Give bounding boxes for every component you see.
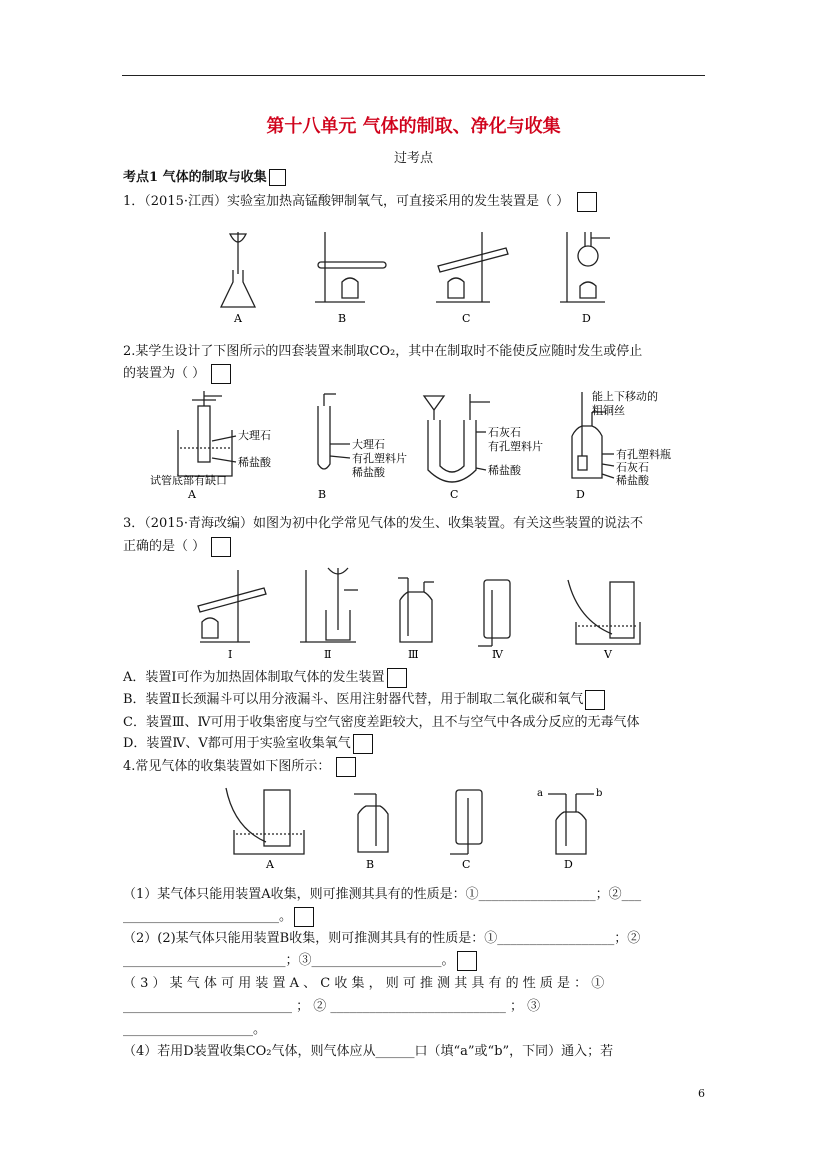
q2-label-b: B bbox=[318, 488, 327, 501]
a3: 试管底部有缺口 bbox=[150, 474, 227, 487]
port-b: b bbox=[596, 788, 603, 799]
answer-box[interactable] bbox=[457, 951, 477, 971]
q2-label-c: C bbox=[450, 488, 459, 501]
b3: 稀盐酸 bbox=[352, 466, 385, 479]
q1-stem: 1．（2015·江西）实验室加热高锰酸钾制氧气，可直接采用的发生装置是（ ） bbox=[123, 190, 597, 212]
page-title: 第十八单元 气体的制取、净化与收集 bbox=[266, 116, 561, 137]
d5: 稀盐酸 bbox=[616, 474, 649, 487]
q1-label-c: C bbox=[462, 312, 471, 325]
q2-label-d: D bbox=[576, 488, 585, 501]
page-subtitle: 过考点 bbox=[393, 151, 433, 166]
section-heading: 考点1 气体的制取与收集 bbox=[123, 166, 286, 186]
q2-figure bbox=[140, 386, 700, 504]
q4-p1-line1: （1）某气体只能用装置A收集，则可推测其具有的性质是：①__________________；②___ bbox=[123, 887, 642, 902]
q1-label-d: D bbox=[582, 312, 591, 325]
q4-p2-line1: （2）(2)某气体只能用装置B收集，则可推测其具有的性质是：①__________________；② bbox=[123, 931, 641, 946]
answer-box[interactable] bbox=[585, 690, 605, 710]
b1: 大理石 bbox=[352, 438, 385, 451]
answer-box[interactable] bbox=[353, 734, 373, 754]
q3-figure bbox=[180, 560, 660, 664]
d4: 石灰石 bbox=[616, 461, 649, 474]
q4-label-a: A bbox=[266, 858, 274, 871]
answer-box[interactable] bbox=[211, 537, 231, 557]
answer-box[interactable] bbox=[294, 907, 314, 927]
answer-box[interactable] bbox=[336, 757, 356, 777]
q4-figure bbox=[224, 784, 624, 872]
d2: 粗铜丝 bbox=[592, 404, 625, 417]
q3-label-2: Ⅱ bbox=[324, 648, 332, 661]
q3-stem-1: 3．（2015·青海改编）如图为初中化学常见气体的发生、收集装置。有关这些装置的说法不 bbox=[123, 516, 643, 531]
b2: 有孔塑料片 bbox=[352, 452, 407, 465]
q3-label-5: Ⅴ bbox=[604, 648, 612, 661]
q2-label-a: A bbox=[188, 488, 196, 501]
answer-box[interactable] bbox=[269, 169, 286, 186]
q3-option-c: C．装置Ⅲ、Ⅳ可用于收集密度与空气密度差距较大，且不与空气中各成分反应的无毒气体 bbox=[123, 715, 640, 730]
answer-box[interactable] bbox=[577, 192, 597, 212]
q1-figure bbox=[200, 222, 620, 330]
q1-label-b: B bbox=[338, 312, 347, 325]
c1: 石灰石 bbox=[488, 426, 521, 439]
q4-p1-line2: ________________________。 bbox=[123, 905, 314, 927]
q3-label-3: Ⅲ bbox=[408, 648, 419, 661]
q4-label-c: C bbox=[462, 858, 471, 871]
page-number: 6 bbox=[698, 1087, 705, 1100]
q4-p3-line2: __________________________ ； ② ___________________________ ； ③ bbox=[123, 999, 541, 1014]
q3-stem-2: 正确的是（ ） bbox=[123, 535, 231, 557]
q4-p3-line3: ____________________。 bbox=[123, 1022, 267, 1037]
port-a: a bbox=[537, 788, 543, 799]
answer-box[interactable] bbox=[211, 364, 231, 384]
q3-label-1: Ⅰ bbox=[228, 648, 233, 661]
q1-label-a: A bbox=[234, 312, 242, 325]
a2: 稀盐酸 bbox=[238, 456, 271, 469]
c3: 稀盐酸 bbox=[488, 464, 521, 477]
d1: 能上下移动的 bbox=[592, 390, 658, 403]
q4-p4-line1: （4）若用D装置收集CO₂气体，则气体应从______口（填“a”或“b”，下同）通入；若 bbox=[123, 1044, 614, 1059]
q3-option-d: D．装置Ⅳ、Ⅴ都可用于实验室收集氧气 bbox=[123, 732, 373, 754]
a1: 大理石 bbox=[238, 429, 271, 442]
c2: 有孔塑料片 bbox=[488, 440, 543, 453]
q3-label-4: Ⅳ bbox=[492, 648, 503, 661]
q2-stem-1: 2.某学生设计了下图所示的四套装置来制取CO₂，其中在制取时不能使反应随时发生或停止 bbox=[123, 344, 643, 359]
q3-option-a: A．装置Ⅰ可作为加热固体制取气体的发生装置 bbox=[123, 666, 407, 688]
q4-intro: 4.常见气体的收集装置如下图所示： bbox=[123, 755, 356, 777]
answer-box[interactable] bbox=[387, 668, 407, 688]
q4-label-b: B bbox=[366, 858, 375, 871]
q3-option-b: B．装置Ⅱ长颈漏斗可以用分液漏斗、医用注射器代替，用于制取二氧化碳和氧气 bbox=[123, 688, 605, 710]
q4-p3-line1: （ 3 ） 某 气 体 可 用 装 置 A 、 C 收 集 ， 则 可 推 测 其 具 有 的 性 质 是 ： ① bbox=[123, 976, 605, 991]
header-rule bbox=[122, 75, 705, 76]
q4-p2-line2: _________________________；③____________________。 bbox=[123, 949, 477, 971]
d3: 有孔塑料瓶 bbox=[616, 448, 671, 461]
q4-label-d: D bbox=[564, 858, 573, 871]
q2-stem-2: 的装置为（ ） bbox=[123, 362, 231, 384]
